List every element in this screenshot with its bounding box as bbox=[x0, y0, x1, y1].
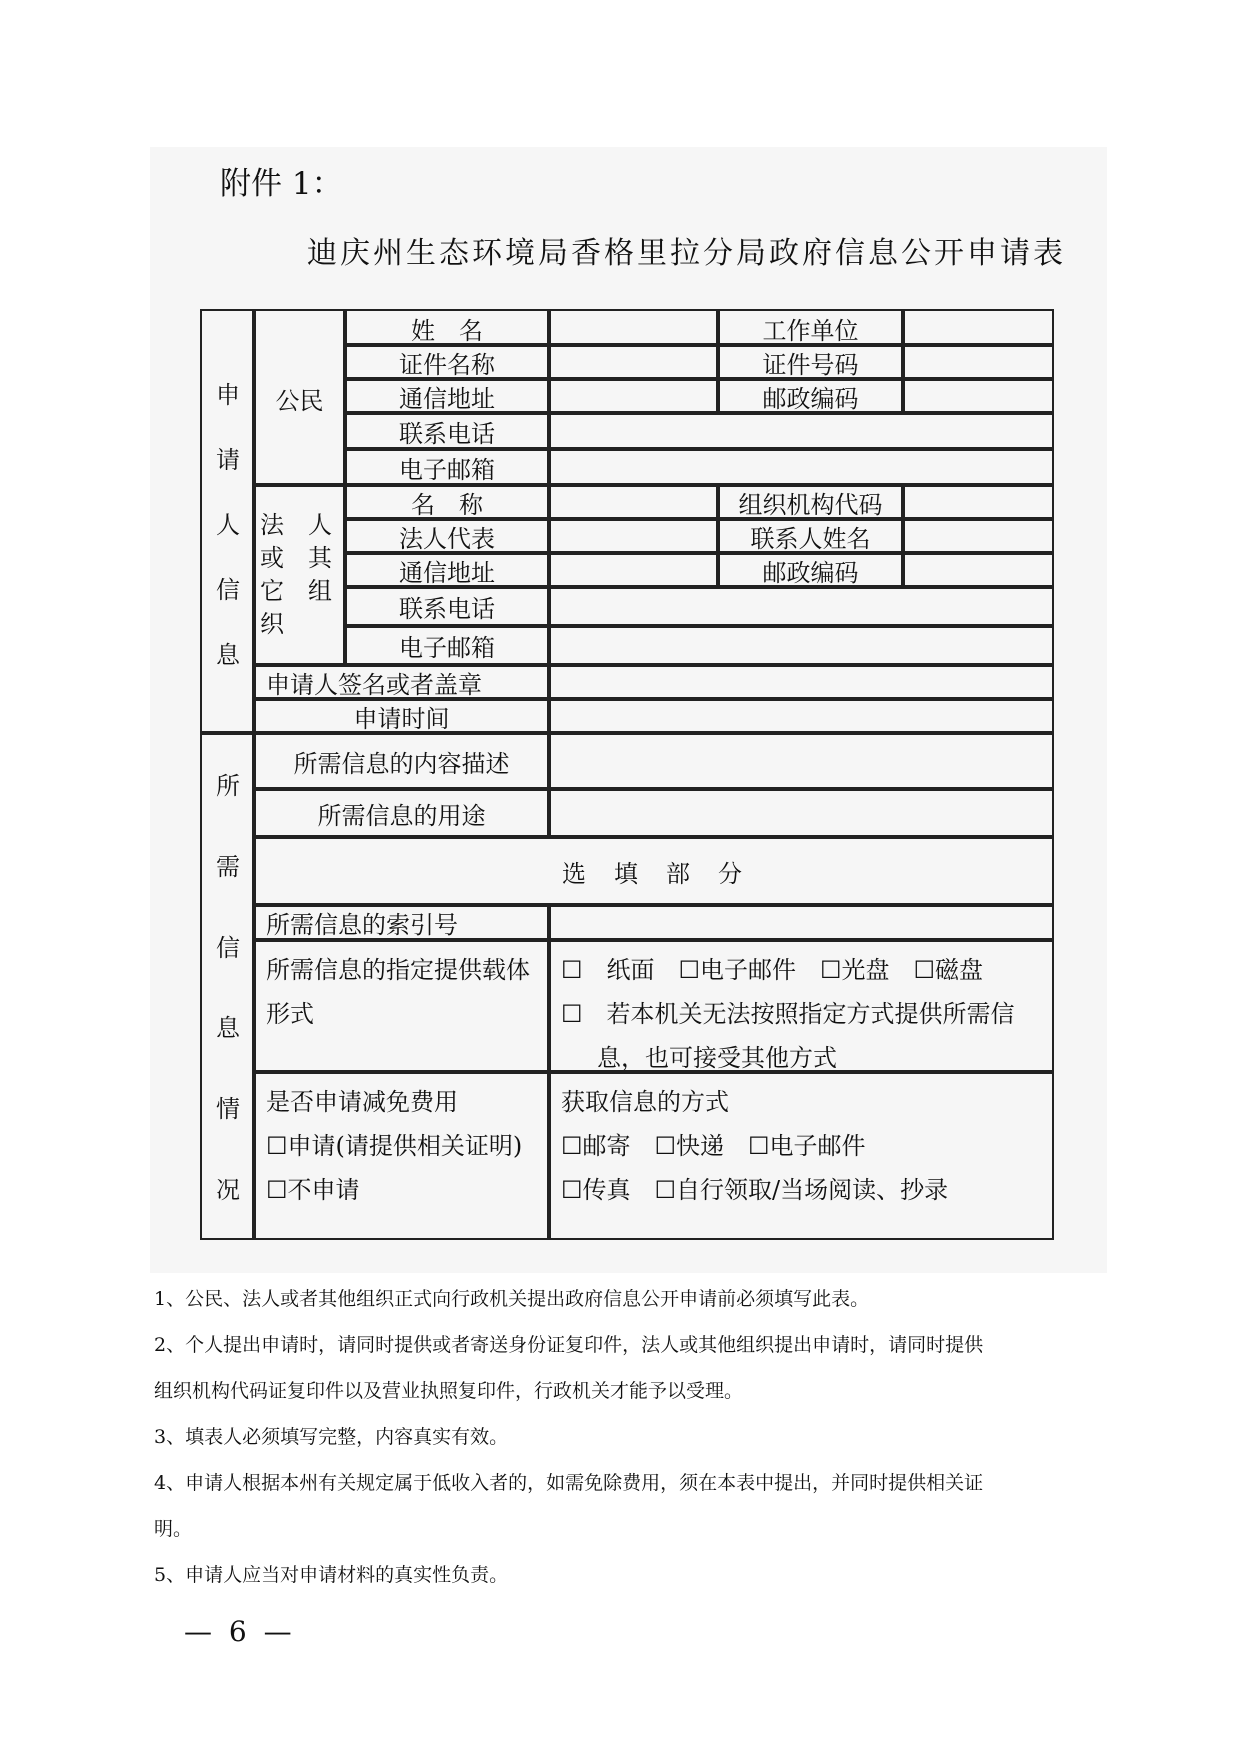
note-4b: 明。 bbox=[154, 1518, 193, 1540]
date-label: 申请时间 bbox=[252, 697, 551, 735]
work-unit-label: 工作单位 bbox=[716, 309, 905, 347]
name-input[interactable] bbox=[547, 309, 720, 347]
form-title: 迪庆州生态环境局香格里拉分局政府信息公开申请表 bbox=[307, 236, 1066, 271]
org-code-input[interactable] bbox=[901, 483, 1054, 521]
citizen-email-label: 电子邮箱 bbox=[343, 447, 551, 487]
delivery-method-label: 获取信息的方式 bbox=[561, 1088, 729, 1116]
page-number: — 6 — bbox=[184, 1615, 296, 1648]
legal-email-input[interactable] bbox=[547, 624, 1054, 667]
note-1: 1、公民、法人或者其他组织正式向行政机关提出政府信息公开申请前必须填写此表。 bbox=[154, 1288, 870, 1310]
signature-label: 申请人签名或者盖章 bbox=[252, 663, 551, 701]
org-name-input[interactable] bbox=[547, 483, 720, 521]
delivery-method-options-1[interactable]: ☐邮寄 ☐快递 ☐电子邮件 bbox=[561, 1132, 866, 1160]
org-name-label: 名 称 bbox=[343, 483, 551, 521]
purpose-label: 所需信息的用途 bbox=[252, 787, 551, 839]
id-number-label: 证件号码 bbox=[716, 343, 905, 381]
note-2b: 组织机构代码证复印件以及营业执照复印件，行政机关才能予以受理。 bbox=[154, 1380, 744, 1402]
legal-postcode-label: 邮政编码 bbox=[716, 551, 905, 589]
citizen-address-label: 通信地址 bbox=[343, 377, 551, 415]
legal-rep-input[interactable] bbox=[547, 517, 720, 555]
citizen-postcode-label: 邮政编码 bbox=[716, 377, 905, 415]
description-label: 所需信息的内容描述 bbox=[252, 731, 551, 791]
fee-no-apply-checkbox[interactable]: ☐不申请 bbox=[266, 1176, 360, 1204]
legal-rep-label: 法人代表 bbox=[343, 517, 551, 555]
delivery-method-box bbox=[547, 1070, 1054, 1240]
work-unit-input[interactable] bbox=[901, 309, 1054, 347]
signature-input[interactable] bbox=[547, 663, 1054, 701]
citizen-email-input[interactable] bbox=[547, 447, 1054, 487]
id-type-input[interactable] bbox=[547, 343, 720, 381]
applicant-section-label: 申 请 人 信 息 bbox=[200, 309, 256, 735]
legal-postcode-input[interactable] bbox=[901, 551, 1054, 589]
note-2a: 2、个人提出申请时，请同时提供或者寄送身份证复印件，法人或其他组织提出申请时，请同时提供 bbox=[154, 1334, 984, 1356]
legal-group-label: 法 人 或 其 它 组 织 bbox=[252, 483, 347, 667]
contact-name-label: 联系人姓名 bbox=[716, 517, 905, 555]
name-label: 姓 名 bbox=[343, 309, 551, 347]
legal-address-input[interactable] bbox=[547, 551, 720, 589]
citizen-phone-input[interactable] bbox=[547, 411, 1054, 451]
date-input[interactable] bbox=[547, 697, 1054, 735]
citizen-group-label: 公民 bbox=[252, 309, 347, 487]
attachment-label: 附件 1： bbox=[220, 166, 343, 202]
info-section-label: 所 需 信 息 情 况 bbox=[200, 731, 256, 1240]
contact-name-input[interactable] bbox=[901, 517, 1054, 555]
purpose-input[interactable] bbox=[547, 787, 1054, 839]
legal-phone-input[interactable] bbox=[547, 585, 1054, 628]
citizen-postcode-input[interactable] bbox=[901, 377, 1054, 415]
fee-reduction-label: 是否申请减免费用 bbox=[266, 1088, 458, 1116]
note-3: 3、填表人必须填写完整，内容真实有效。 bbox=[154, 1426, 509, 1448]
citizen-address-input[interactable] bbox=[547, 377, 720, 415]
legal-address-label: 通信地址 bbox=[343, 551, 551, 589]
org-code-label: 组织机构代码 bbox=[716, 483, 905, 521]
carrier-options bbox=[547, 938, 1054, 1074]
delivery-method-options-2[interactable]: ☐传真 ☐自行领取/当场阅读、抄录 bbox=[561, 1176, 949, 1204]
citizen-phone-label: 联系电话 bbox=[343, 411, 551, 451]
id-type-label: 证件名称 bbox=[343, 343, 551, 381]
legal-phone-label: 联系电话 bbox=[343, 585, 551, 628]
carrier-alternative-checkbox[interactable]: ☐ 若本机关无法按照指定方式提供所需信 bbox=[561, 1000, 1015, 1028]
note-4a: 4、申请人根据本州有关规定属于低收入者的，如需免除费用，须在本表中提出，并同时提供相关证 bbox=[154, 1472, 984, 1494]
note-5: 5、申请人应当对申请材料的真实性负责。 bbox=[154, 1564, 509, 1586]
index-number-input[interactable] bbox=[547, 903, 1054, 942]
legal-email-label: 电子邮箱 bbox=[343, 624, 551, 667]
carrier-alternative-text: 息，也可接受其他方式 bbox=[597, 1044, 837, 1072]
index-number-label: 所需信息的索引号 bbox=[252, 903, 551, 942]
fee-reduction-box bbox=[252, 1070, 551, 1240]
carrier-label: 所需信息的指定提供载体形式 bbox=[252, 938, 551, 1074]
id-number-input[interactable] bbox=[901, 343, 1054, 381]
carrier-checkboxes[interactable]: ☐ 纸面 ☐电子邮件 ☐光盘 ☐磁盘 bbox=[561, 956, 984, 984]
optional-section-heading: 选 填 部 分 bbox=[252, 835, 1054, 907]
fee-apply-checkbox[interactable]: ☐申请(请提供相关证明) bbox=[266, 1132, 523, 1160]
description-input[interactable] bbox=[547, 731, 1054, 791]
